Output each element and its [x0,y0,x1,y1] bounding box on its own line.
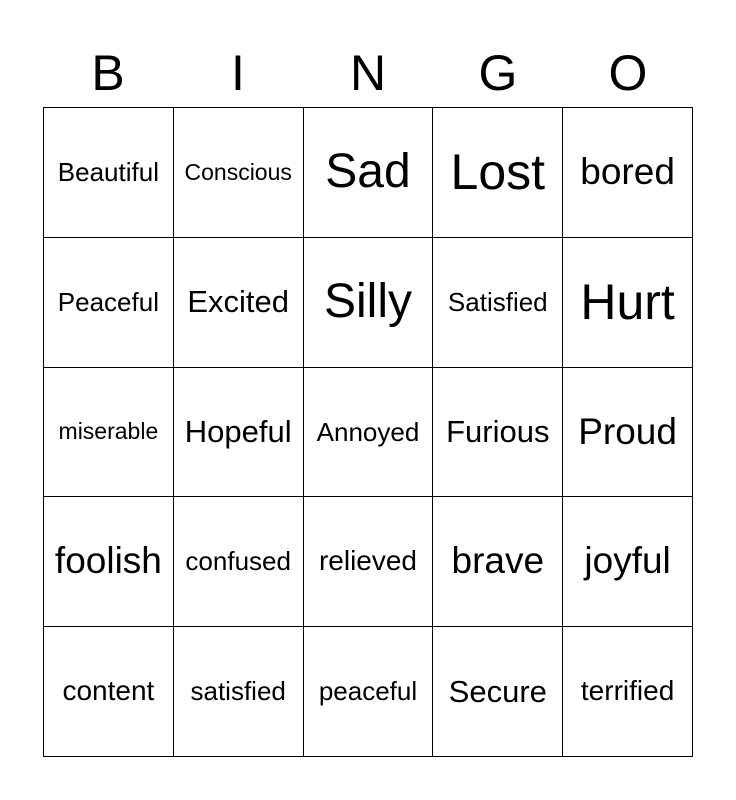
header-letter-n: N [349,45,387,101]
bingo-cell: terrified [563,627,693,757]
bingo-cell: Lost [433,108,563,238]
bingo-cell: Hurt [563,238,693,368]
bingo-cell: miserable [44,368,174,498]
bingo-board [43,107,693,757]
bingo-cell: Silly [304,238,434,368]
bingo-cell: satisfied [174,627,304,757]
bingo-cell: Peaceful [44,238,174,368]
bingo-cell: content [44,627,174,757]
bingo-cell: joyful [563,497,693,627]
bingo-cell: Conscious [174,108,304,238]
bingo-cell: Proud [563,368,693,498]
header-letter-o: O [608,45,648,101]
bingo-cell: Secure [433,627,563,757]
bingo-cell: Satisfied [433,238,563,368]
bingo-cell: bored [563,108,693,238]
bingo-cell: Annoyed [304,368,434,498]
bingo-header [43,38,693,108]
bingo-cell: foolish [44,497,174,627]
bingo-cell: peaceful [304,627,434,757]
bingo-cell: Excited [174,238,304,368]
header-letter-i: I [231,45,245,101]
bingo-cell: confused [174,497,304,627]
bingo-cell: Beautiful [44,108,174,238]
header-letter-b: B [91,45,125,101]
bingo-cell: relieved [304,497,434,627]
bingo-cell: Hopeful [174,368,304,498]
header-letter-g: G [478,45,518,101]
bingo-cell: brave [433,497,563,627]
bingo-cell: Sad [304,108,434,238]
bingo-cell: Furious [433,368,563,498]
